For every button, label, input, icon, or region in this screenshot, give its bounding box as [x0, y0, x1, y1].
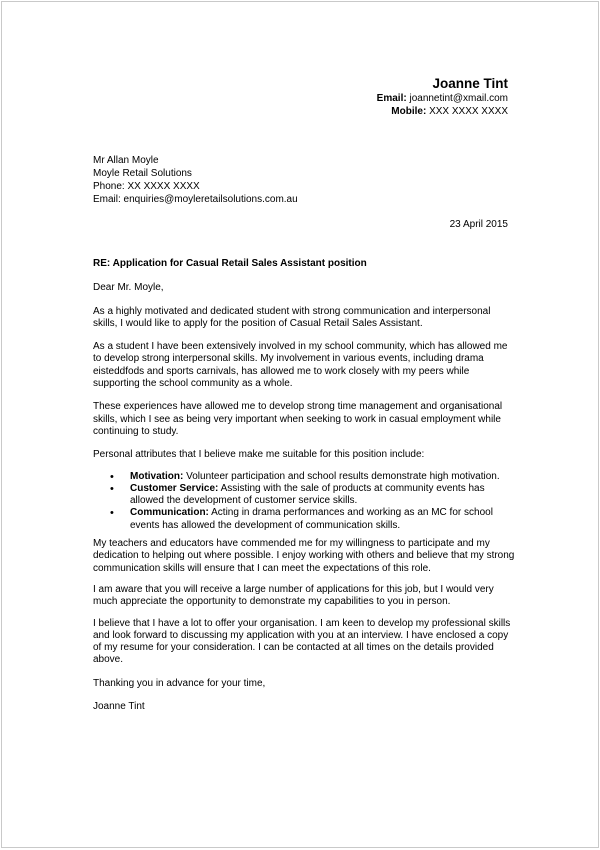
list-item — [130, 507, 515, 532]
paragraph: Personal attributes that I believe make me suitable for this position include: — [93, 449, 425, 461]
signature: Joanne Tint — [93, 701, 145, 713]
sender-email-label: Email: — [376, 93, 407, 104]
subject-line: RE: Application for Casual Retail Sales Assistant position — [93, 258, 367, 269]
sender-mobile-label: Mobile: — [391, 106, 427, 117]
attribute-text: Acting in drama performances and working as an MC for school events has allowed the development of communication skills. — [130, 507, 493, 531]
attribute-label: Communication: — [130, 507, 209, 519]
sender-mobile: XXX XXXX XXXX — [429, 106, 508, 117]
recipient-block — [93, 154, 298, 206]
paragraph: As a highly motivated and dedicated student with strong communication and interpersonal skills, I would like to apply for the position of Casual Retail Sales Assistant. — [93, 305, 491, 329]
attribute-label: Motivation: — [130, 470, 184, 482]
attribute-text: Assisting with the sale of products at community events has allowed the development of customer service skills. — [130, 482, 485, 507]
salutation: Dear Mr. Moyle, — [93, 282, 164, 294]
sender-name: Joanne Tint — [432, 76, 508, 91]
letter-body — [93, 258, 515, 724]
attributes-list — [93, 471, 515, 532]
recipient-phone: Phone: XX XXXX XXXX — [93, 181, 200, 192]
sender-email: joannetint@xmail.com — [409, 93, 508, 104]
recipient-email: Email: enquiries@moyleretailsolutions.com.au — [93, 194, 298, 205]
list-item — [130, 483, 515, 508]
list-item — [130, 471, 515, 483]
sender-email-line — [377, 92, 508, 105]
paragraph: As a student I have been extensively involved in my school community, which has allowed me to develop strong interpersonal skills. My involvement in various events, including drama eisteddfods and sports carnivals, has allowed me to work closely with my peers while supporting the school community as a whole. — [93, 341, 508, 390]
sender-block — [377, 75, 508, 118]
letter-date: 23 April 2015 — [449, 219, 508, 230]
recipient-name: Mr Allan Moyle — [93, 155, 159, 166]
paragraph: I believe that I have a lot to offer your organisation. I am keen to develop my professional skills and look forward to discussing my application with you at an interview. I have enclosed a copy of my resume for your consideration. I can be contacted at all times on the details provided above. — [93, 617, 511, 666]
paragraph: I am aware that you will receive a large number of applications for this job, but I would very much appreciate the opportunity to demonstrate my capabilities to you in person. — [93, 583, 494, 608]
sender-mobile-line — [377, 105, 508, 118]
sign-off: Thanking you in advance for your time, — [93, 677, 266, 689]
letter-page — [1, 1, 599, 848]
paragraph: My teachers and educators have commended me for my willingness to participate and my dedication to helping out where possible. I enjoy working with others and believe that my strong communication skills will ensure that I can meet the expectations of this role. — [93, 538, 515, 574]
attribute-text: Volunteer participation and school results demonstrate high motivation. — [183, 470, 500, 482]
attribute-label: Customer Service: — [130, 482, 219, 494]
paragraph: These experiences have allowed me to develop strong time management and organisational skills, which I see as being very important when seeking to work in casual employment while continuing to study. — [93, 401, 503, 437]
recipient-company: Moyle Retail Solutions — [93, 168, 192, 179]
